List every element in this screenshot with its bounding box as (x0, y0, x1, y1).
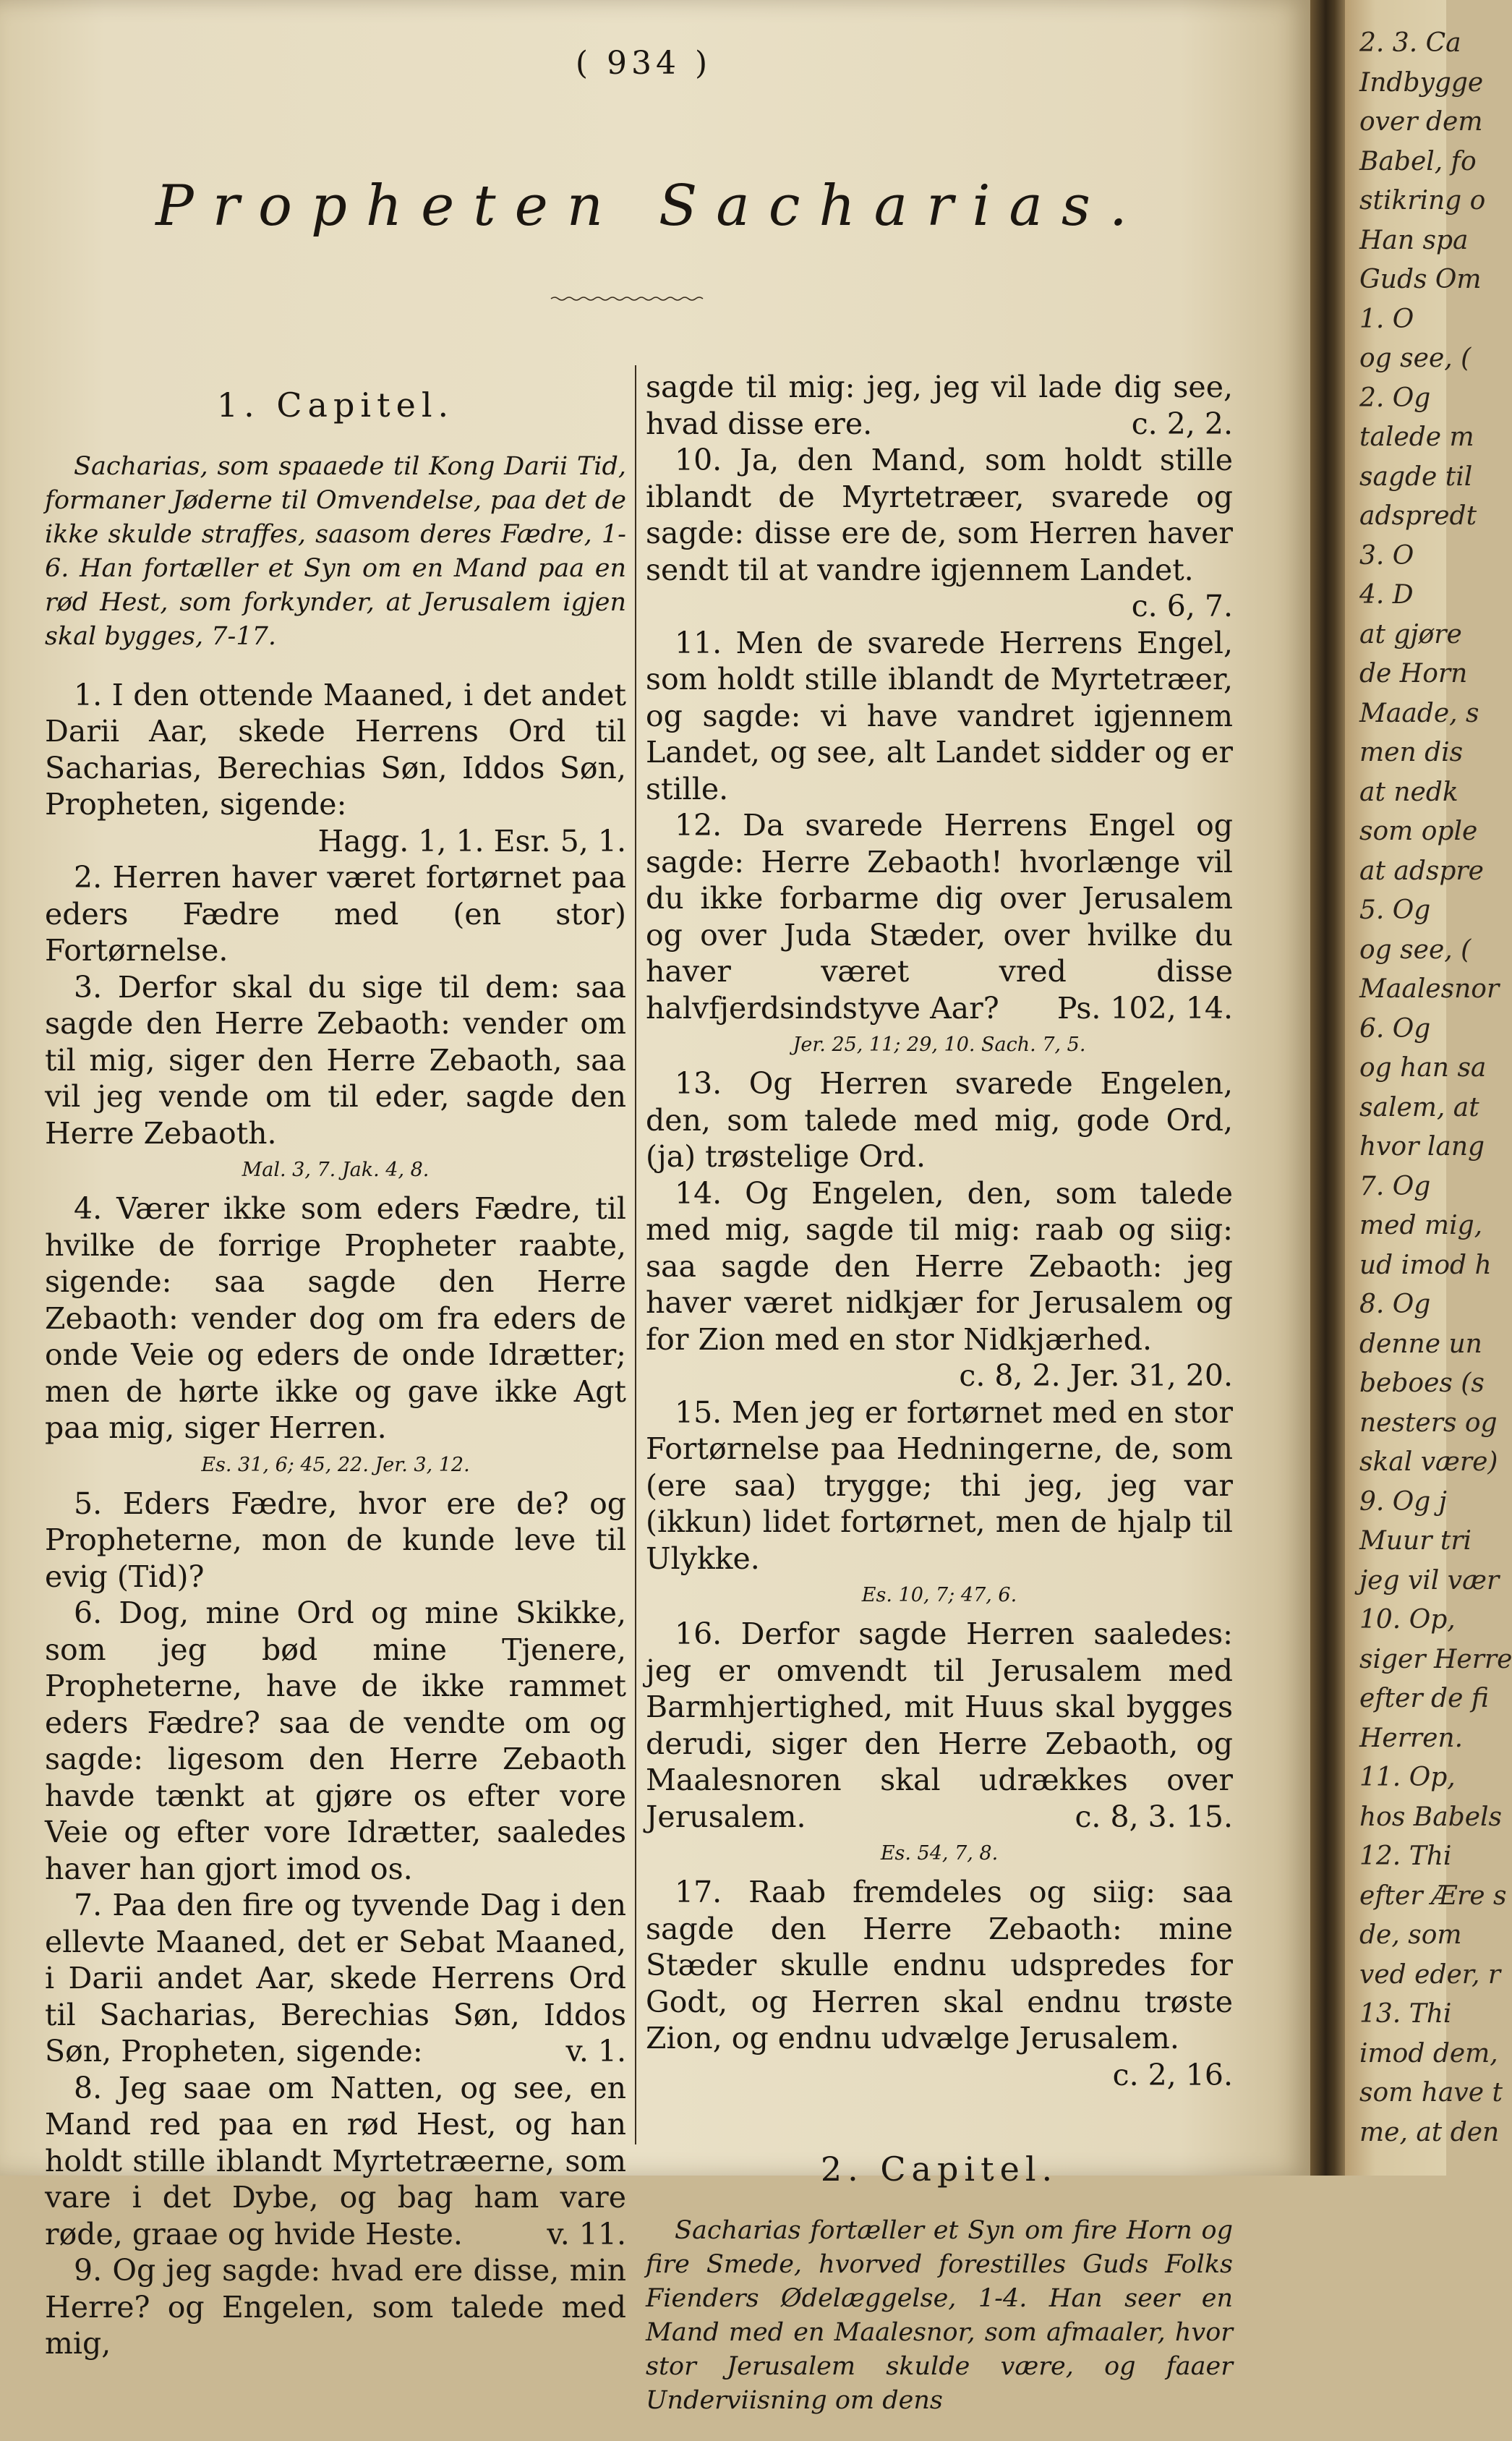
verse-text: 2. Herren haver været fortørnet paa eders Fædre med (en stor) Fortørnelse. (45, 860, 626, 968)
cross-reference: Es. 31, 6; 45, 22. Jer. 3, 12. (201, 1453, 470, 1476)
cross-reference: Es. 10, 7; 47, 6. (861, 1584, 1017, 1606)
verse-text: 4. Værer ikke som eders Fædre, til hvilke de forrige Propheter raabte, sigende: saa sagde den Herre Zebaoth: vender dog om fra eders de onde Veie og eders de onde Idrætter; men de hørte ikke og gave ikke Agt paa mig, siger Herren. (45, 1191, 626, 1445)
facing-page-line: 11. Op, (1359, 1763, 1456, 1792)
facing-page-line: jeg vil vær (1359, 1565, 1500, 1596)
facing-page-line: denne un (1359, 1329, 1482, 1359)
verse (45, 2252, 626, 2362)
verse (646, 1616, 1233, 1835)
verse-text: 7. Paa den fire og tyvende Dag i den ellevte Maaned, det er Sebat Maaned, i Darii andet Aar, skede Herrens Ord til Sacharias, Berechias Søn, Iddos Søn, Propheten, sigende: (45, 1888, 626, 2069)
facing-page-line: Indbygge (1359, 67, 1484, 98)
facing-page-line: og see, ( (1359, 934, 1472, 965)
verse (45, 677, 626, 860)
facing-page-line: ud imod h (1359, 1250, 1492, 1280)
facing-page-line: 1. O (1359, 304, 1414, 334)
facing-page-line: 8. Og (1359, 1290, 1431, 1319)
verse-text: 12. Da svarede Herrens Engel og sagde: Herre Zebaoth! hvorlænge vil du ikke forbarme dig over Jerusalem og over Juda Stæder, over hvilke du haver været vred disse halvfjerdsindstyve Aar? (646, 808, 1233, 1026)
title-ornament-rule (551, 295, 703, 302)
facing-page-line: 12. Thi (1359, 1841, 1452, 1871)
facing-page-line: de, som (1359, 1920, 1462, 1950)
verse (45, 1190, 626, 1447)
facing-page-line: Muur tri (1359, 1526, 1472, 1556)
facing-page-line: at nedk (1359, 777, 1458, 807)
facing-page-line: efter Ære s (1359, 1880, 1507, 1911)
cross-reference: Es. 54, 7, 8. (880, 1842, 999, 1865)
verse (45, 1595, 626, 1887)
left-column (45, 365, 626, 2362)
verse-reference: Ps. 102, 14. (1056, 990, 1233, 1026)
verse-text: 8. Jeg saae om Natten, og see, en Mand red paa en rød Hest, og han holdt stille iblandt Myrtetræerne, som vare i det Dybe, og bag ham vare røde, graae og hvide Heste. (45, 2070, 626, 2252)
chapter-summary: Sacharias, som spaaede til Kong Darii Tid, formaner Jøderne til Omvendelse, paa det de ikke skulde straffes, saasom deres Fædre, 1-6. Han fortæller et Syn om en Mand paa en rød Hest, som forkynder, at Jerusalem igjen skal bygges, 7-17. (45, 451, 626, 651)
facing-page-line: sagde til (1359, 461, 1473, 492)
facing-page-line: 5. Og (1359, 895, 1431, 925)
facing-page-line: Herren. (1359, 1723, 1464, 1753)
facing-page-line: 4. D (1359, 580, 1414, 610)
facing-page-line: stikring o (1359, 186, 1486, 216)
verse-reference: c. 6, 7. (1131, 589, 1233, 623)
facing-page-line: at gjøre (1359, 619, 1462, 649)
verse (646, 1394, 1233, 1577)
facing-page-line: siger Herre (1359, 1644, 1512, 1674)
verse-reference: c. 8, 3. 15. (1075, 1799, 1233, 1834)
facing-page-line: Babel, fo (1359, 146, 1477, 176)
facing-page-line: skal være) (1359, 1447, 1498, 1477)
facing-page-line: 6. Og (1359, 1013, 1431, 1044)
facing-page-line: talede m (1359, 422, 1474, 452)
verse (45, 859, 626, 969)
verse (45, 2070, 626, 2253)
facing-page-line: 9. Og j (1359, 1486, 1447, 1517)
chapter-heading: 2. Capitel. (820, 2150, 1059, 2189)
facing-page-line: over dem (1359, 107, 1483, 137)
verse-text: 1. I den ottende Maaned, i det andet Darii Aar, skede Herrens Ord til Sacharias, Berechias Søn, Iddos Søn, Propheten, sigende: (45, 677, 626, 822)
verse-reference: v. 11. (547, 2216, 626, 2252)
facing-page-line: imod dem, (1359, 2038, 1498, 2069)
verse-reference: v. 1. (565, 2034, 626, 2069)
facing-page-line: 7. Og (1359, 1171, 1431, 1201)
cross-reference: Mal. 3, 7. Jak. 4, 8. (242, 1159, 430, 1181)
facing-page-line: Han spa (1359, 225, 1469, 255)
facing-page-line: hvor lang (1359, 1132, 1485, 1162)
verse-reference: Hagg. 1, 1. Esr. 5, 1. (317, 823, 626, 859)
verse (646, 625, 1233, 808)
facing-page-line: 13. Thi (1359, 1999, 1452, 2029)
verse (646, 442, 1233, 625)
verse (45, 1887, 626, 2070)
verse-text: 13. Og Herren svarede Engelen, den, som talede med mig, gode Ord, (ja) trøstelige Ord. (646, 1066, 1233, 1174)
chapter-heading: 1. Capitel. (216, 385, 455, 425)
facing-page-line: 10. Op, (1359, 1605, 1456, 1635)
facing-page-line: men dis (1359, 738, 1464, 767)
verse-text: 5. Eders Fædre, hvor ere de? og Propheterne, mon de kunde leve til evig (Tid)? (45, 1486, 626, 1594)
verse-text: 15. Men jeg er fortørnet med en stor Fortørnelse paa Hedningerne, de, som (ere saa) trygge; thi jeg, jeg var (ikkun) lidet fortørnet, men de hjalp til Ulykke. (646, 1394, 1233, 1576)
verse (45, 969, 626, 1152)
facing-page-line: beboes (s (1359, 1368, 1485, 1398)
verse-text: 11. Men de svarede Herrens Engel, som holdt stille iblandt de Myrtetræer, og sagde: vi have vandret igjennem Landet, og see, alt Landet sidder og er stille. (646, 625, 1233, 806)
facing-page-line: hos Babels (1359, 1802, 1503, 1832)
verse (45, 1486, 626, 1596)
verse-text: 3. Derfor skal du sige til dem: saa sagde den Herre Zebaoth: vender om til mig, siger den Herre Zebaoth, saa vil jeg vende om til eder, sagde den Herre Zebaoth. (45, 969, 626, 1151)
verse (646, 1065, 1233, 1175)
facing-page-line: 3. O (1359, 540, 1414, 571)
facing-page-line: de Horn (1359, 659, 1468, 689)
verse-reference: c. 8, 2. Jer. 31, 20. (959, 1358, 1233, 1393)
facing-page-line: som have t (1359, 2078, 1503, 2108)
facing-page-line: 2. Og (1359, 383, 1431, 413)
right-column (646, 369, 1233, 2441)
page-number: ( 934 ) (575, 45, 712, 82)
facing-page-line: med mig, (1359, 1211, 1483, 1240)
verse-list (646, 369, 1233, 2093)
facing-page-line: Guds Om (1359, 265, 1482, 294)
facing-page-line: ved eder, r (1359, 1959, 1501, 1990)
facing-page-line: me, at den (1359, 2117, 1500, 2147)
verse-text: 6. Dog, mine Ord og mine Skikke, som jeg bød mine Tjenere, Propheterne, have de ikke rammet eders Fædre? saa de vendte om og sagde: ligesom den Herre Zebaoth havde tænkt at gjøre os efter vore Veie og efter vore Idrætter, saaledes haver han gjort imod os. (45, 1596, 626, 1886)
verse-text: 14. Og Engelen, den, som talede med mig, sagde til mig: raab og siig: saa sagde den Herre Zebaoth: jeg haver været nidkjær for Jerusalem og for Zion med en stor Nidkjærhed. (646, 1175, 1233, 1357)
verse-reference: c. 2, 2. (1131, 406, 1233, 441)
book-title: Propheten Sacharias. (155, 174, 1146, 239)
facing-page-line: Maade, s (1359, 698, 1479, 728)
facing-page-line: at adspre (1359, 856, 1484, 886)
facing-page-line: og see, ( (1359, 344, 1472, 373)
verse (646, 369, 1233, 442)
book-gutter (1310, 0, 1345, 2176)
facing-page-line: og han sa (1359, 1053, 1487, 1083)
column-divider (635, 365, 636, 2144)
verse (646, 807, 1233, 1026)
facing-page-line: efter de fi (1359, 1684, 1489, 1713)
facing-page-line: salem, at (1359, 1092, 1479, 1122)
verse-text: 10. Ja, den Mand, som holdt stille iblandt de Myrtetræer, svarede og sagde: disse ere de, som Herren haver sendt til at vandre igjennem Landet. (646, 443, 1233, 587)
verse-text: 9. Og jeg sagde: hvad ere disse, min Herre? og Engelen, som talede med mig, (45, 2253, 626, 2361)
cross-reference: Jer. 25, 11; 29, 10. Sach. 7, 5. (793, 1034, 1086, 1056)
verse (646, 1175, 1233, 1394)
facing-page-line: som ople (1359, 817, 1478, 846)
verse-text: sagde til mig: jeg, jeg vil lade dig see, hvad disse ere. (646, 370, 1233, 441)
verse-text: 16. Derfor sagde Herren saaledes: jeg er omvendt til Jerusalem med Barmhjertighed, mit Huus skal bygges derudi, siger den Herre Zebaoth, og Maalesnoren skal udrækkes over Jerusalem. (646, 1616, 1233, 1834)
verse-text: 17. Raab fremdeles og siig: saa sagde den Herre Zebaoth: mine Stæder skulle endnu udspredes for Godt, og Herren skal endnu trøste Zion, og endnu udvælge Jerusalem. (646, 1875, 1233, 2056)
facing-page-line: nesters og (1359, 1407, 1498, 1438)
verse-reference: c. 2, 16. (1112, 2057, 1233, 2092)
facing-page-line: Maalesnor (1359, 974, 1500, 1004)
chapter-summary: Sacharias fortæller et Syn om fire Horn og fire Smede, hvorved forestilles Guds Folks Fienders Ødelæggelse, 1-4. Han seer en Mand med en Maalesnor, som afmaaler, hvor stor Jerusalem skulde være, og faaer Underviisning om dens (646, 2215, 1233, 2415)
facing-page-line: 2. 3. Ca (1359, 28, 1461, 58)
verse (646, 1874, 1233, 2093)
facing-page-line: adspredt (1359, 501, 1477, 531)
verse-list (45, 677, 626, 2362)
